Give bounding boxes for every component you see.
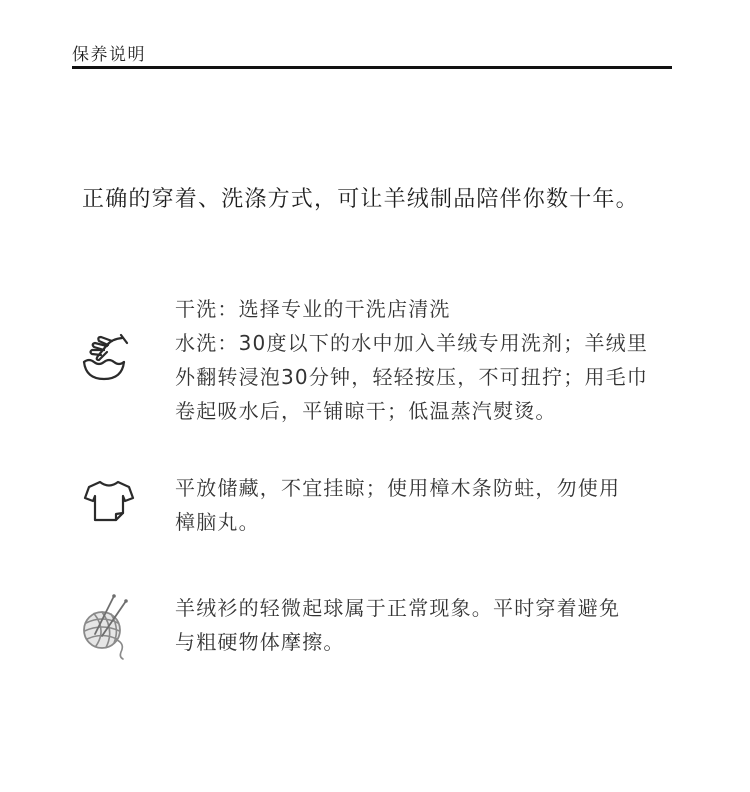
yarn-ball-icon xyxy=(80,592,132,660)
storage-line: 樟脑丸。 xyxy=(175,510,260,534)
pilling-line: 羊绒衫的轻微起球属于正常现象。平时穿着避免 xyxy=(175,596,621,620)
pilling-line: 与粗硬物体摩擦。 xyxy=(175,630,345,654)
hand-wash-icon xyxy=(80,332,130,382)
storage-line: 平放储藏，不宜挂晾；使用樟木条防蛀，勿使用 xyxy=(175,476,621,500)
hand-wash-line: 外翻转浸泡30分钟，轻轻按压，不可扭拧；用毛巾 xyxy=(175,365,649,389)
storage-instructions xyxy=(175,471,655,539)
hand-wash-line: 卷起吸水后，平铺晾干；低温蒸汽熨烫。 xyxy=(175,399,557,423)
title-divider xyxy=(72,66,672,69)
hand-wash-line: 水洗：30度以下的水中加入羊绒专用洗剂；羊绒里 xyxy=(175,331,649,355)
tshirt-icon xyxy=(82,478,136,524)
page-title: 保养说明 xyxy=(72,45,146,65)
washing-instructions xyxy=(175,292,655,428)
pilling-note xyxy=(175,591,655,659)
intro-text: 正确的穿着、洗涤方式，可让羊绒制品陪伴你数十年。 xyxy=(82,187,639,212)
dry-clean-line: 干洗：选择专业的干洗店清洗 xyxy=(175,297,451,321)
